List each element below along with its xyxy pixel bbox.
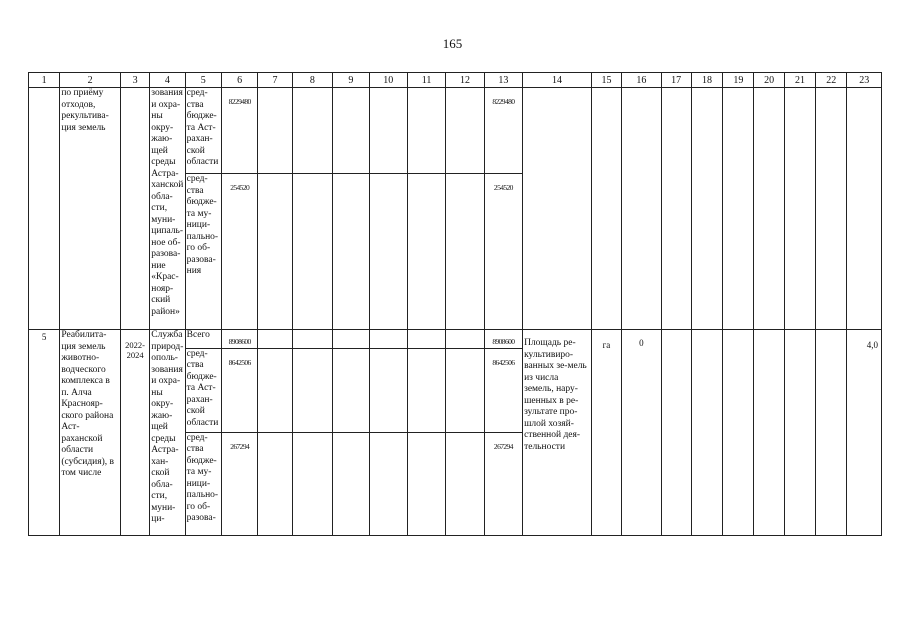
col-header: 4: [150, 73, 185, 88]
col-header: 6: [221, 73, 257, 88]
funding-source: сред-ства бюдже-та му-ници-пально-го об-разова-ния: [185, 174, 221, 330]
col-header: 21: [784, 73, 815, 88]
table-row: [29, 88, 882, 174]
executor: Служба природ-ополь-зования и охра-ны окру-жаю-щей среды Астра-хан-ской обла-сти, муни-ци-: [150, 330, 185, 536]
col-header: 15: [591, 73, 621, 88]
item-name: Реабилита-ция земель животно-водческого комплекса в п. Алча Краснояр-ского района Аст-раханской области (субсидия), в том числе: [60, 330, 121, 536]
col-header: 10: [369, 73, 407, 88]
amount-total: 267294: [221, 432, 257, 535]
target-value: 4,0: [847, 330, 882, 536]
col-header: 7: [258, 73, 292, 88]
amount-year: 254520: [484, 174, 522, 330]
funding-source: сред-ства бюдже-та Аст-рахан-ской области: [185, 348, 221, 432]
col-header: 5: [185, 73, 221, 88]
col-header: 13: [484, 73, 522, 88]
col-header: 11: [407, 73, 445, 88]
col-header: 22: [816, 73, 847, 88]
col-header: 23: [847, 73, 882, 88]
funding-source: сред-ства бюдже-та му-ници-пально-го об-разова-: [185, 432, 221, 535]
col-header: 14: [523, 73, 592, 88]
amount-year: 8229480: [484, 88, 522, 174]
unit: га: [591, 330, 621, 536]
indicator-name: Площадь ре-культивиро-ванных зе-мель из числа земель, нару-шенных в ре-зультате про-шлой хозяй-ственной дея-тельности: [523, 330, 592, 536]
col-header: 3: [120, 73, 149, 88]
item-number: 5: [29, 330, 60, 536]
page-number: 165: [442, 36, 463, 51]
col-header: 17: [661, 73, 691, 88]
col-header: 18: [691, 73, 722, 88]
col-header: 8: [292, 73, 332, 88]
col-header: 1: [29, 73, 60, 88]
item-name: по приёму отходов, рекультива-ция земель: [60, 88, 121, 330]
funding-source: сред-ства бюдже-та Аст-рахан-ской области: [185, 88, 221, 174]
col-header: 12: [446, 73, 484, 88]
amount-year: 8908600: [484, 330, 522, 349]
col-header: 9: [333, 73, 369, 88]
table-row: [29, 330, 882, 349]
base-value: 0: [622, 330, 661, 536]
amount-total: 254520: [221, 174, 257, 330]
program-table: [28, 72, 882, 536]
col-header: 2: [60, 73, 121, 88]
funding-source: Всего: [185, 330, 221, 349]
col-header: 19: [723, 73, 754, 88]
col-header: 20: [754, 73, 784, 88]
period: 2022-2024: [120, 330, 149, 536]
amount-year: 8642506: [484, 348, 522, 432]
amount-total: 8229480: [221, 88, 257, 174]
col-header: 16: [622, 73, 661, 88]
amount-total: 8908600: [221, 330, 257, 349]
amount-total: 8642506: [221, 348, 257, 432]
executor: зования и охра-ны окру-жаю-щей среды Астра-ханской обла-сти, муни-ципаль-ное об-разова-ние «Крас-нояр-ский район»: [150, 88, 185, 330]
amount-year: 267294: [484, 432, 522, 535]
header-row: [29, 73, 882, 88]
